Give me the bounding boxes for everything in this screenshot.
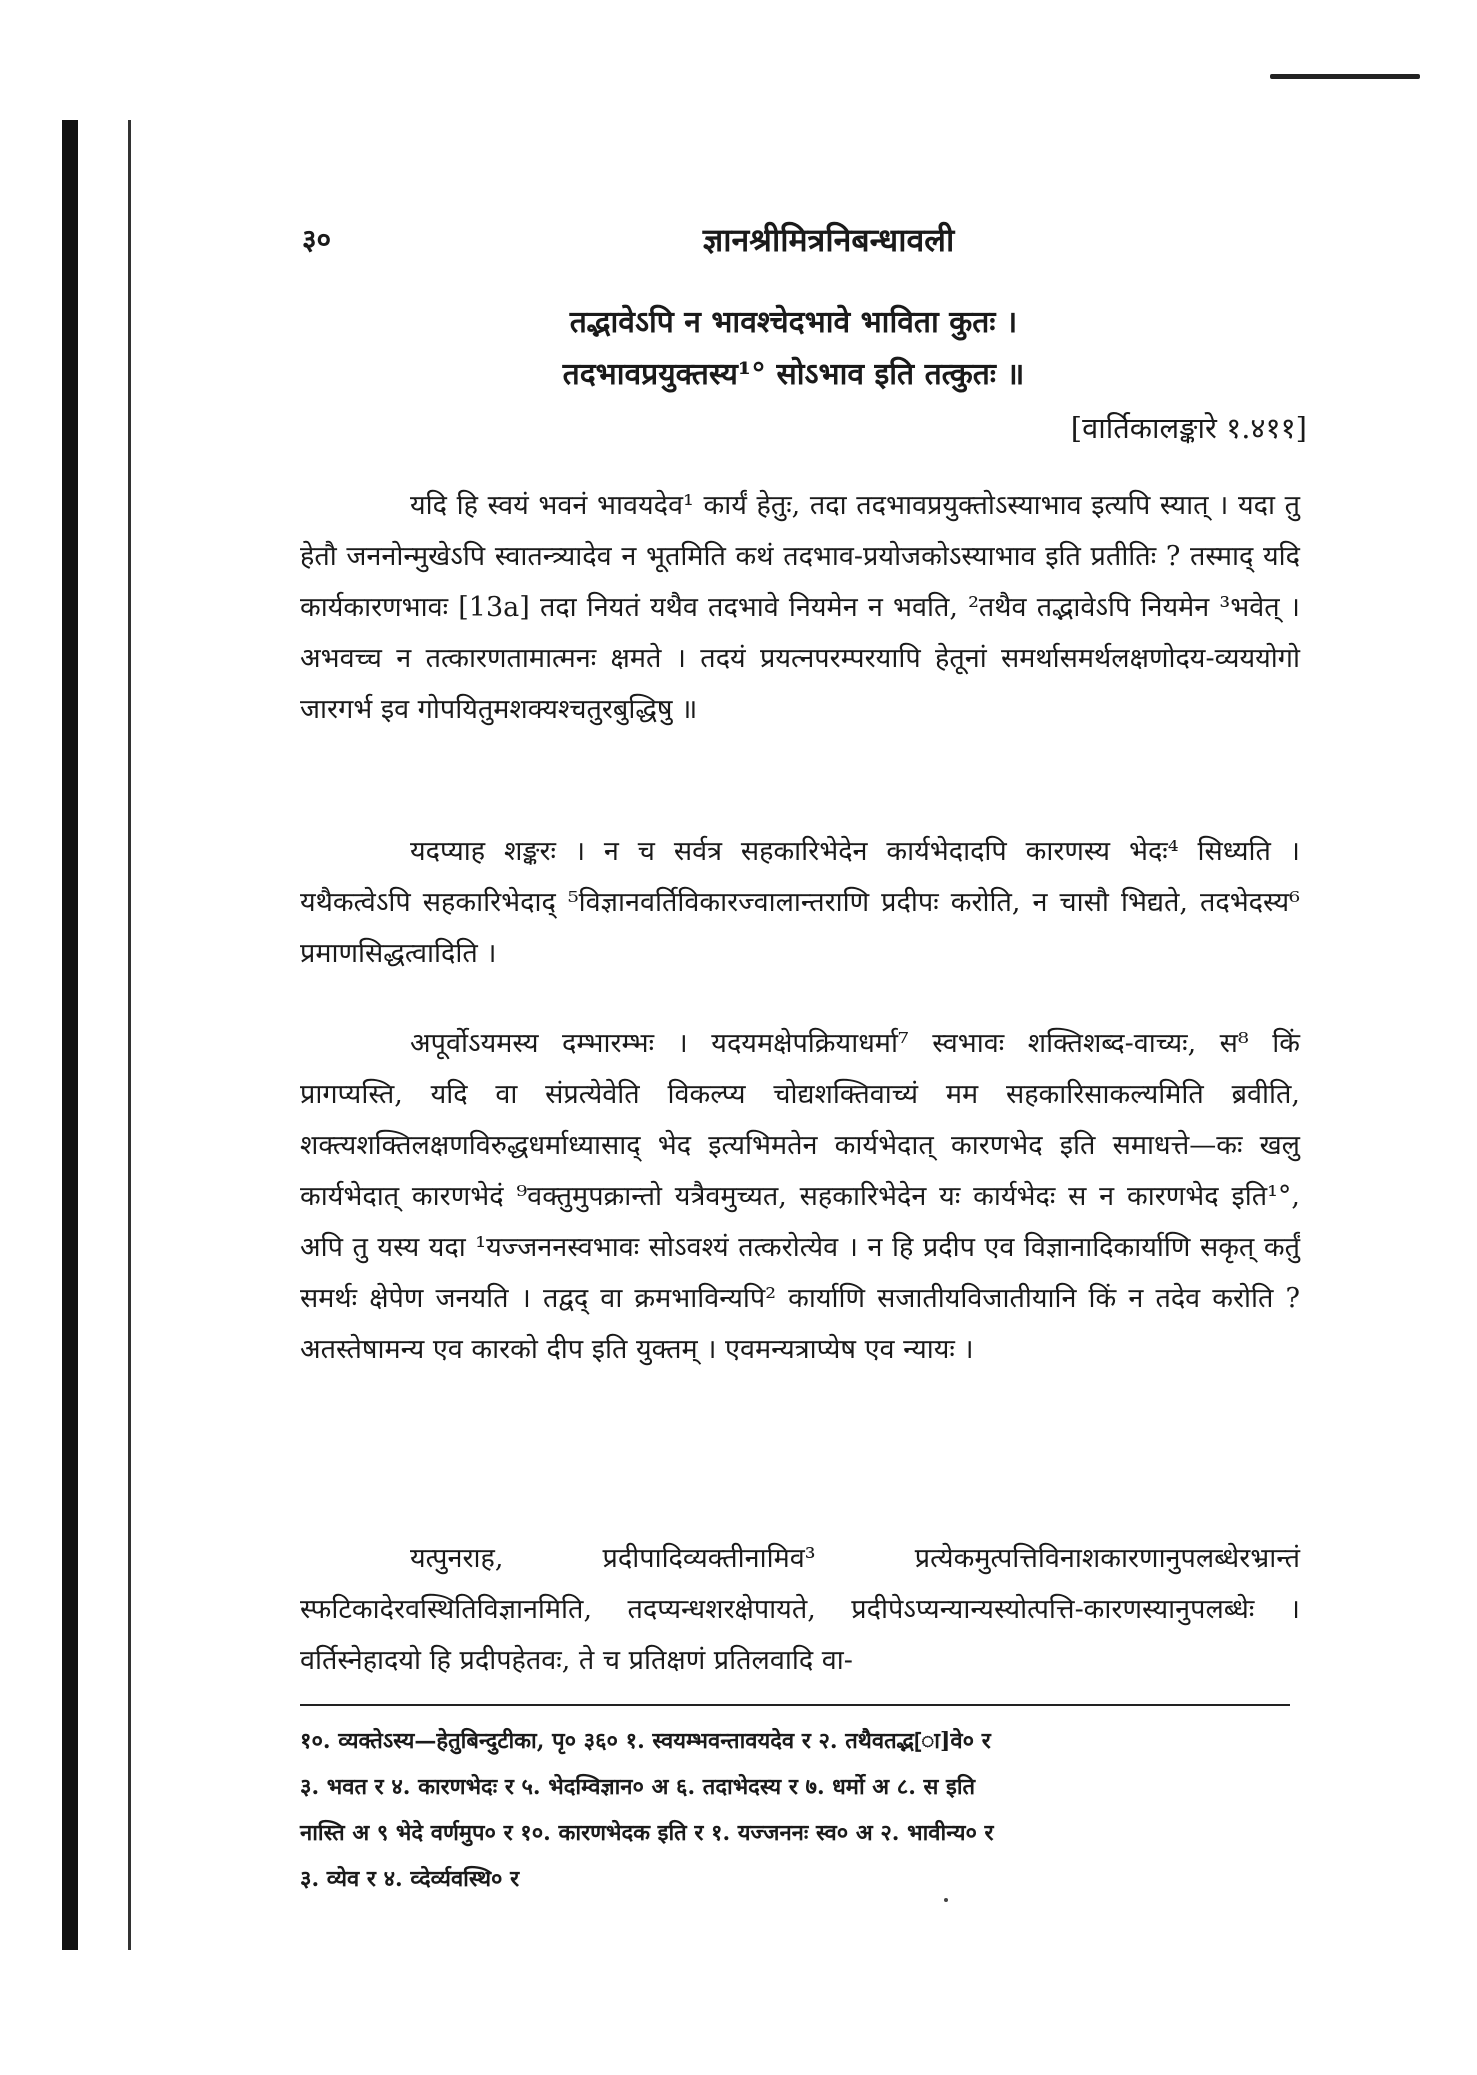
binding-edge-rule: [62, 120, 78, 1950]
footnote-line-3: नास्ति अ ९ भेदे वर्णमुप० र १०. कारणभेदक इति र १. यज्जननः स्व० अ २. भावीन्य० र: [300, 1820, 994, 1846]
verse-line-2: तदभावप्रयुक्तस्य¹° सोऽभाव इति तत्कुतः ॥: [562, 357, 1025, 392]
paragraph-3: अपूर्वोऽयमस्य दम्भारम्भः । यदयमक्षेपक्रियाधर्मा⁷ स्वभावः शक्तिशब्द-वाच्यः, स⁸ किं प्रागप्यस्ति, यदि वा संप्रत्येवेति विकल्प्य चोद्यशक्तिवाच्यं मम सहकारिसाकल्यमिति ब्रवीति, शक्त्यशक्तिलक्षणविरुद्धधर्माध्यासाद् भेद इत्यभिमतेन कार्यभेदात् कारणभेद इति समाधत्ते—कः खलु कार्यभेदात् कारणभेदं ⁹वक्तुमुपक्रान्तो यत्रैवमुच्यत, सहकारिभेदेन यः कार्यभेदः स न कारणभेद इति¹°, अपि तु यस्य यदा ¹यज्जननस्वभावः सोऽवश्यं तत्करोत्येव । न हि प्रदीप एव विज्ञानादिकार्याणि सकृत् कर्तुं समर्थः क्षेपेण जनयति । तद्वद् वा क्रमभाविन्यपि² कार्याणि सजातीयविजातीयानि किं न तदेव करोति ? अतस्तेषामन्य एव कारको दीप इति युक्तम् । एवमन्यत्राप्येष एव न्यायः ।: [300, 1028, 1300, 1365]
binding-edge-thin-rule: [128, 120, 131, 1950]
running-title: ज्ञानश्रीमित्रनिबन्धावली: [702, 221, 955, 259]
footnotes: [300, 1718, 1300, 1902]
footnote-line-4: ३. व्येव र ४. व्देर्व्यवस्थि० र: [300, 1866, 520, 1892]
verse-line-1: तद्भावेऽपि न भावश्चेदभावे भाविता कुतः ।: [569, 305, 1018, 340]
scan-speck: [944, 1898, 948, 1902]
paragraph-1: यदि हि स्वयं भवनं भावयदेव¹ कार्यं हेतुः, तदा तदभावप्रयुक्तोऽस्याभाव इत्यपि स्यात् । यदा तु हेतौ जननोन्मुखेऽपि स्वातन्त्र्यादेव न भूतमिति कथं तदभाव-प्रयोजकोऽस्याभाव इति प्रतीतिः ? तस्माद् यदि कार्यकारणभावः [13a] तदा नियतं यथैव तदभावे नियमेन न भवति, ²तथैव तद्भावेऽपि नियमेन ³भवेत् । अभवच्च न तत्कारणतामात्मनः क्षमते । तदयं प्रयत्नपरम्परयापि हेतूनां समर्थासमर्थलक्षणोदय-व्यययोगो जारगर्भ इव गोपयितुमशक्यश्चतुरबुद्धिषु ॥: [300, 490, 1300, 725]
top-rule: [1270, 74, 1420, 79]
footnote-line-1: १०. व्यक्तेऽस्य—हेतुबिन्दुटीका, पृ० ३६० १. स्वयम्भवन्तावयदेव र २. तथैवतद्भ[ा]वे० र: [300, 1728, 991, 1754]
page-number: ३०: [302, 223, 332, 256]
footnote-line-2: ३. भवत र ४. कारणभेदः र ५. भेदम्विज्ञान० अ ६. तदाभेदस्य र ७. धर्मो अ ८. स इति: [300, 1774, 976, 1800]
footnote-divider: [300, 1704, 1290, 1706]
verse-source-reference: [वार्तिकालङ्कारे १.४११]: [1070, 411, 1307, 445]
paragraph-4: यत्पुनराह, प्रदीपादिव्यक्तीनामिव³ प्रत्येकमुत्पत्तिविनाशकारणानुपलब्धेरभ्रान्तं स्फटिकादेरवस्थितिविज्ञानमिति, तदप्यन्धशरक्षेपायते, प्रदीपेऽप्यन्यान्यस्योत्पत्ति-कारणस्यानुपलब्धेः । वर्तिस्नेहादयो हि प्रदीपहेतवः, ते च प्रतिक्षणं प्रतिलवादि वा-: [300, 1543, 1300, 1676]
paragraph-2: यदप्याह शङ्करः । न च सर्वत्र सहकारिभेदेन कार्यभेदादपि कारणस्य भेदः⁴ सिध्यति । यथैकत्वेऽपि सहकारिभेदाद् ⁵विज्ञानवर्तिविकारज्वालान्तराणि प्रदीपः करोति, न चासौ भिद्यते, तदभेदस्य⁶ प्रमाणसिद्धत्वादिति ।: [300, 836, 1300, 969]
